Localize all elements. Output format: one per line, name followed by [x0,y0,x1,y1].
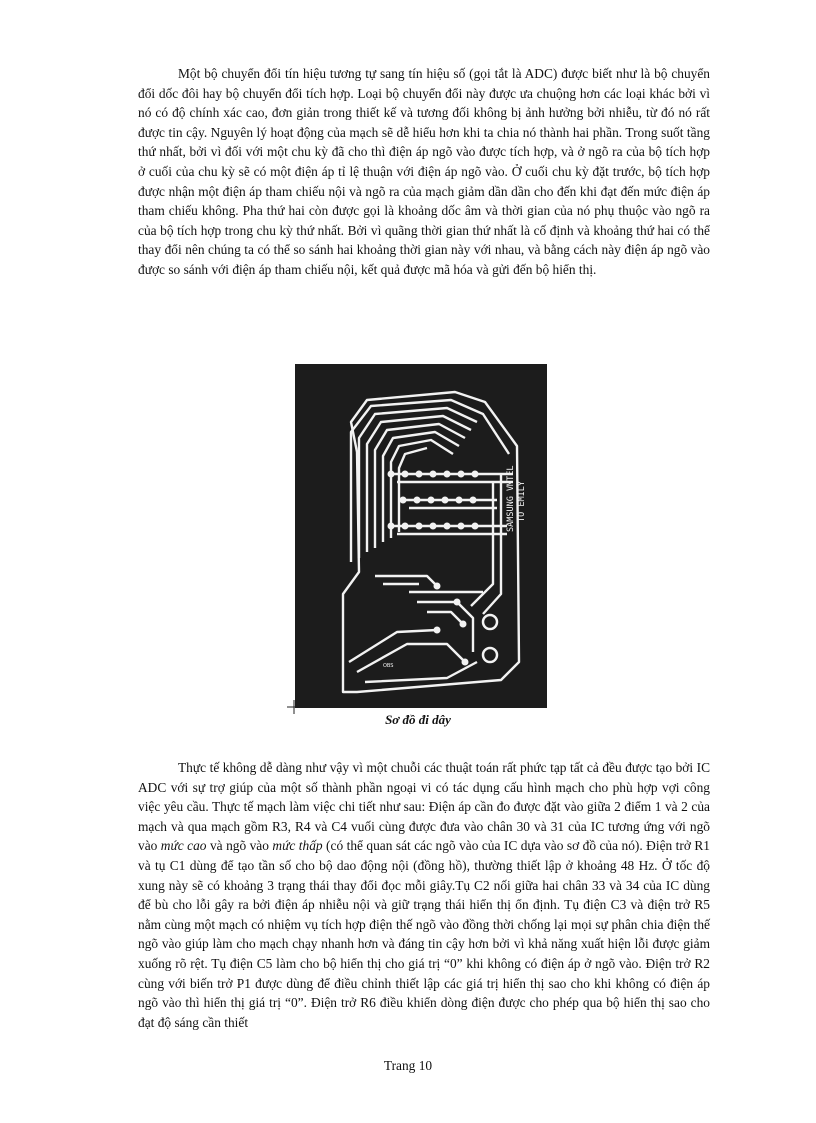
page-number: Trang 10 [383,1058,433,1073]
pcb-board [295,364,547,708]
paragraph-details [138,758,710,1032]
pcb-layout-image [287,362,549,716]
emphasis-low-input: mức thấp [272,838,323,854]
pcb-layout-figure [287,362,549,716]
paragraph-details-text-c: (có thể quan sát các ngõ vào của IC dựa vào sơ đồ của nó). Điện trở R1 và tụ C1 dùng để tạo tần số cho bộ dao động nội (đồng hồ), thường thiết lập ở khoảng 48 Hz. Ở tốc độ xung này sẽ có khoảng 3 trạng thái thay đổi đọc mỗi giây.Tụ C2 nối giữa hai chân 33 và 34 của IC dùng để bù cho lỗi gây ra bởi điện áp nhiễu nội và giữ trạng thái hiển thị ổn định. Tụ điện C3 và điện trở R5 nằm cùng một mạch có nhiệm vụ tích hợp điện thế ngõ vào đồng thời chống lại mọi sự phân chia điện thế ngõ vào giúp làm cho mạch chạy nhanh hơn và đáng tin cậy hơn bởi vì khả năng xuất hiện lỗi được giảm xuống rõ rệt. Tụ điện C5 làm cho bộ hiển thị cho giá trị “0” khi không có điện áp ở ngõ vào. Điện trở R2 cùng với biến trở P1 được dùng để điều chỉnh thiết lập các giá trị hiển thị sao cho khi không có điện áp ngõ vào thì hiển thị giá trị “0”. Điện trở R6 điều khiển dòng điện được cho phép qua bộ hiển thị sao cho đạt độ sáng cần thiết [138,838,711,1030]
emphasis-high-input: mức cao [160,838,207,854]
figure-caption: Sơ đồ đi dây [385,712,451,727]
pcb-text-line1: SAMSUNG VMTEL [506,465,516,532]
paragraph-details-text-a: Thực tế không dễ dàng như vậy vì một chuỗi các thuật toán rất phức tạp tất cả đều được tạo bởi IC ADC với sự trợ giúp của một số thành phần ngoại vi có tác dụng cấu hình mạch cho phù hợp vợi công việc yêu cầu. Thực tế mạch làm việc chi tiết như sau: Điện áp cần đo được đặt vào giữa 2 điểm 1 và 2 của mạch và qua mạch gồm R3, R4 và C4 vuối cùng được đưa vào chân 30 và 31 của IC tương ứng với ngõ vào [138,760,710,854]
pcb-small-label: OBS [383,663,394,669]
pcb-text-line2: TO EMILY [517,481,527,522]
paragraph-intro: Một bộ chuyển đổi tín hiệu tương tự sang tín hiệu số (gọi tắt là ADC) được biết như là bộ chuyển đổi dốc đôi hay bộ chuyển đổi tích hợp. Loại bộ chuyển đổi này được ưa chuộng hơn các loại khác bởi vì nó có độ chính xác cao, đơn giản trong thiết kế và tương đối không bị ảnh hưởng bởi nhiễu, từ đó nó rất được tin cậy. Nguyên lý hoạt động của mạch sẽ dễ hiểu hơn khi ta chia nó thành hai phần. Trong suốt tầng thứ nhất, bởi vì đối với một chu kỳ đã cho thì điện áp ngõ vào được tích hợp, và ở ngõ ra của bộ tích hợp ở cuối của chu kỳ sẽ có một điện áp tỉ lệ thuận với điện áp ngõ vào. Ở cuối chu kỳ đặt trước, bộ tích hợp được nhận một điện áp tham chiếu nội và ngõ ra của mạch giảm dần dần cho đến khi đạt đến mức điện áp tham chiếu không. Pha thứ hai còn được gọi là khoảng dốc âm và thời gian của nó phụ thuộc vào ngõ ra của bộ tích hợp trong chu kỳ thứ nhất. Bởi vì quãng thời gian thứ nhất là cố định và khoảng thứ hai có thể thay đổi nên chúng ta có thể so sánh hai khoảng thời gian này với nhau, và bằng cách này điện áp ngõ vào được so sánh với điện áp tham chiếu nội, kết quả được mã hóa và gửi đến bộ hiển thị. [138,66,710,277]
paragraph-details-text-b: và ngõ vào [206,838,273,854]
